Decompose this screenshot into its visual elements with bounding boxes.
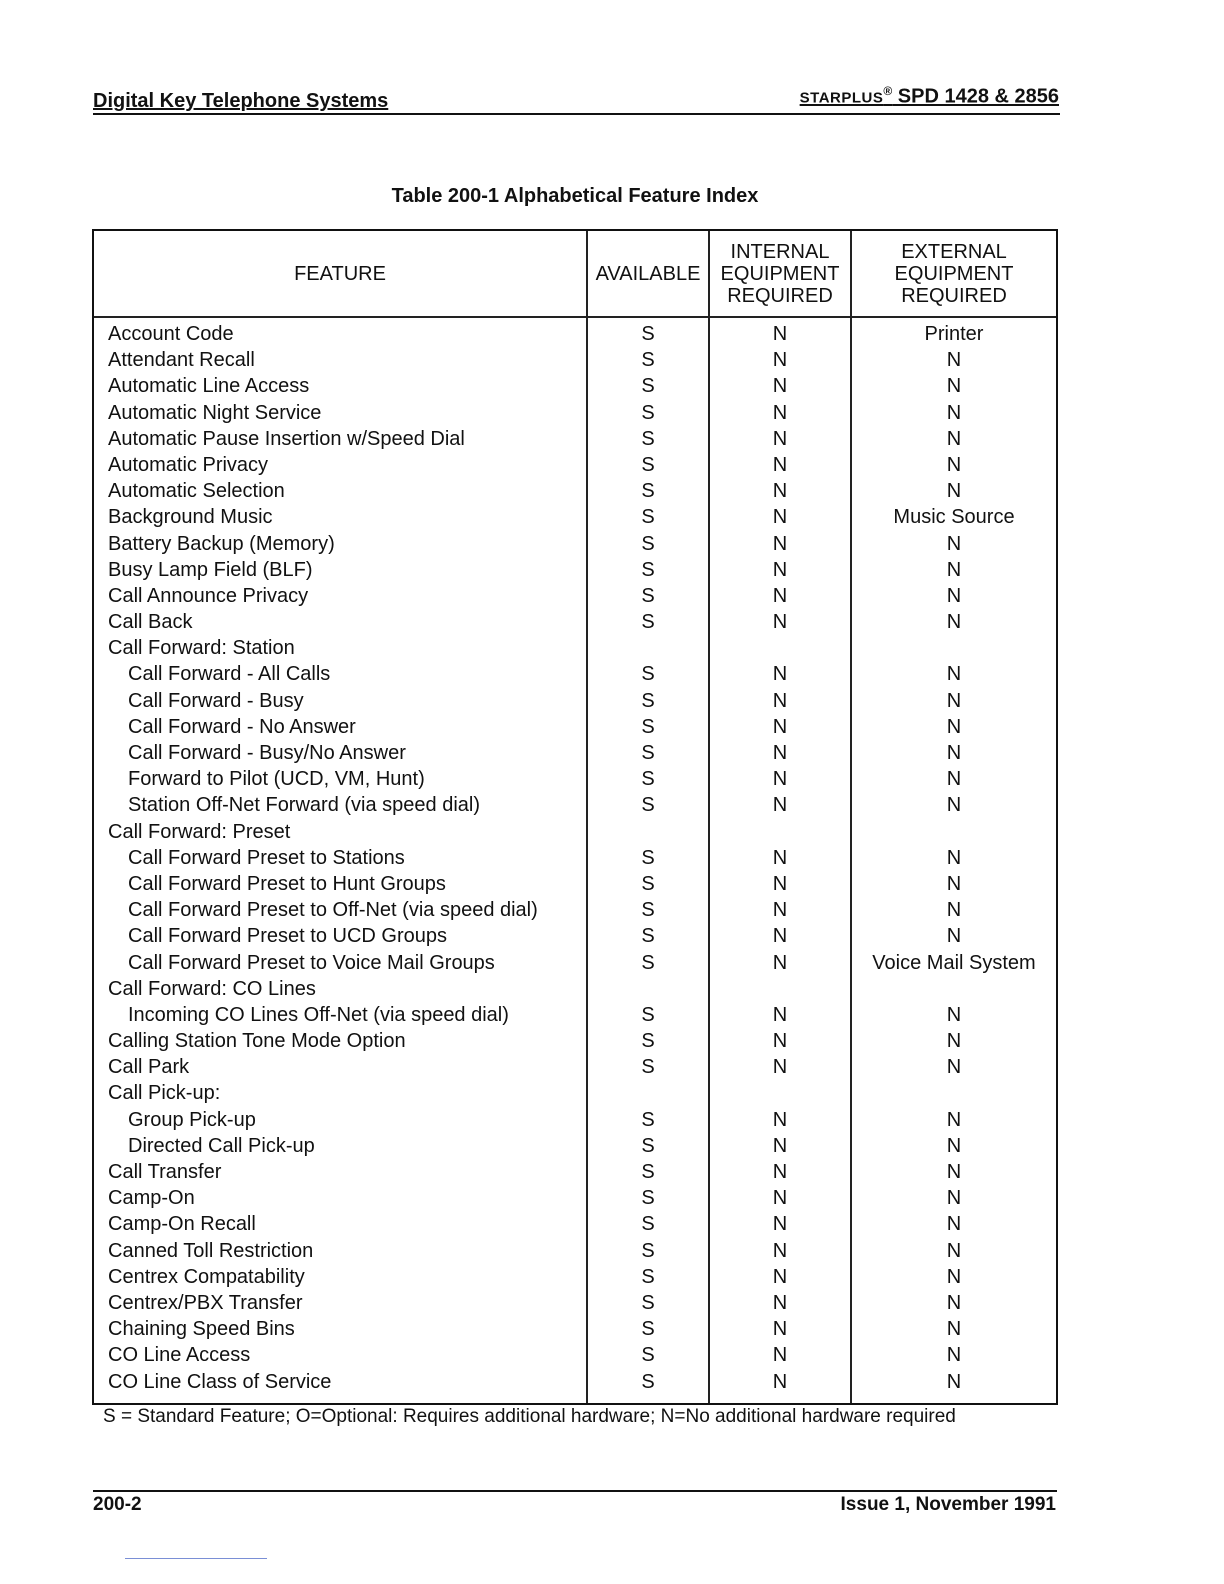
available-cell: S <box>641 532 655 555</box>
feature-cell: Busy Lamp Field (BLF) <box>108 558 313 581</box>
feature-cell: Call Forward - Busy/No Answer <box>128 742 406 764</box>
available-cell: S <box>641 1056 655 1079</box>
table-row <box>94 1211 1056 1237</box>
internal-equipment-cell: N <box>772 375 788 398</box>
internal-equipment-cell: N <box>772 1265 788 1288</box>
internal-equipment-cell: N <box>772 951 788 974</box>
external-equipment-cell: N <box>946 480 962 503</box>
table-row <box>94 688 1056 714</box>
table-row <box>94 531 1056 557</box>
feature-cell: Call Forward - No Answer <box>128 715 356 738</box>
header-product <box>800 84 1059 109</box>
internal-equipment-cell: N <box>772 872 788 895</box>
feature-cell: Call Transfer <box>108 1161 222 1183</box>
available-cell: S <box>641 453 655 476</box>
internal-equipment-cell: N <box>772 689 788 712</box>
feature-cell: Incoming CO Lines Off-Net (via speed dial) <box>128 1003 509 1026</box>
external-equipment-cell: N <box>946 349 962 372</box>
external-equipment-cell: N <box>946 584 962 607</box>
available-cell: S <box>641 1265 655 1288</box>
table-row <box>94 426 1056 452</box>
available-cell: S <box>641 401 655 424</box>
table-body <box>94 321 1056 1395</box>
column-header-available: AVAILABLE <box>595 262 701 285</box>
internal-equipment-cell: N <box>772 1056 788 1079</box>
external-equipment-cell: Music Source <box>893 506 1015 529</box>
page-number: 200-2 <box>93 1494 142 1515</box>
available-cell: S <box>641 1030 655 1053</box>
available-cell: S <box>641 323 655 345</box>
internal-equipment-cell: N <box>772 1003 788 1026</box>
external-equipment-cell: N <box>946 1108 962 1131</box>
external-equipment-cell: Voice Mail System <box>872 951 1036 974</box>
feature-cell: Call Park <box>108 1056 190 1079</box>
available-cell: S <box>641 506 655 529</box>
table-row <box>94 1080 1056 1106</box>
external-equipment-cell: N <box>946 427 962 450</box>
available-cell: S <box>641 1213 655 1236</box>
header-title: Digital Key Telephone Systems <box>93 90 389 112</box>
table-row <box>94 609 1056 635</box>
external-equipment-cell: N <box>946 794 962 817</box>
available-cell: S <box>641 611 655 634</box>
table-row <box>94 819 1056 845</box>
external-equipment-cell: N <box>946 611 962 634</box>
external-equipment-cell: N <box>946 1134 962 1157</box>
internal-equipment-cell: N <box>772 846 788 869</box>
external-equipment-cell: N <box>946 1318 962 1341</box>
header-divider <box>94 316 1056 318</box>
table-row <box>94 871 1056 897</box>
table-row <box>94 583 1056 609</box>
available-cell: S <box>641 349 655 372</box>
feature-cell: Automatic Privacy <box>108 453 269 476</box>
table-row <box>94 661 1056 687</box>
internal-equipment-cell: N <box>772 1291 788 1314</box>
feature-cell: Calling Station Tone Mode Option <box>108 1030 406 1053</box>
table-row <box>94 1185 1056 1211</box>
available-cell: S <box>641 663 655 686</box>
table-row <box>94 740 1056 766</box>
external-equipment-cell: N <box>946 401 962 424</box>
external-equipment-cell: N <box>946 925 962 948</box>
external-equipment-cell: N <box>946 1344 962 1367</box>
external-equipment-cell: N <box>946 1213 962 1236</box>
internal-equipment-cell: N <box>772 1108 788 1131</box>
internal-equipment-cell: N <box>772 1239 788 1262</box>
bottom-line <box>125 1558 267 1559</box>
available-cell: S <box>641 558 655 581</box>
external-equipment-cell: Printer <box>924 323 984 345</box>
external-equipment-cell: N <box>946 1291 962 1314</box>
external-equipment-cell: N <box>946 1370 962 1393</box>
external-equipment-cell: N <box>946 532 962 555</box>
feature-cell: Automatic Line Access <box>108 375 310 398</box>
table-row <box>94 1028 1056 1054</box>
available-cell: S <box>641 846 655 869</box>
feature-cell: Call Forward: CO Lines <box>108 977 316 1000</box>
table-row <box>94 1238 1056 1264</box>
feature-cell: Attendant Recall <box>108 349 255 372</box>
table-row <box>94 321 1056 347</box>
feature-cell: Call Forward Preset to Stations <box>128 846 405 869</box>
available-cell: S <box>641 794 655 817</box>
feature-cell: Automatic Selection <box>108 480 285 503</box>
internal-equipment-cell: N <box>772 453 788 476</box>
feature-cell: Account Code <box>108 323 234 345</box>
external-equipment-cell: N <box>946 899 962 922</box>
internal-equipment-cell: N <box>772 427 788 450</box>
internal-equipment-cell: N <box>772 1344 788 1367</box>
table-row <box>94 1107 1056 1133</box>
feature-cell: Call Forward - Busy <box>128 689 304 712</box>
internal-equipment-cell: N <box>772 1213 788 1236</box>
table-row <box>94 1290 1056 1316</box>
external-equipment-cell: N <box>946 1161 962 1183</box>
feature-cell: Station Off-Net Forward (via speed dial) <box>128 794 481 817</box>
feature-cell: Call Forward Preset to UCD Groups <box>128 925 447 948</box>
available-cell: S <box>641 925 655 948</box>
available-cell: S <box>641 768 655 791</box>
available-cell: S <box>641 427 655 450</box>
internal-equipment-cell: N <box>772 506 788 529</box>
table-row <box>94 1159 1056 1185</box>
feature-cell: Camp-On Recall <box>108 1213 256 1236</box>
available-cell: S <box>641 899 655 922</box>
internal-equipment-cell: N <box>772 323 788 345</box>
available-cell: S <box>641 584 655 607</box>
column-header-external: EXTERNAL EQUIPMENT REQUIRED <box>894 240 1014 307</box>
internal-equipment-cell: N <box>772 1318 788 1341</box>
table-row <box>94 452 1056 478</box>
external-equipment-cell: N <box>946 375 962 398</box>
internal-equipment-cell: N <box>772 1030 788 1053</box>
feature-cell: Camp-On <box>108 1187 195 1210</box>
available-cell: S <box>641 1291 655 1314</box>
available-cell: S <box>641 742 655 764</box>
internal-equipment-cell: N <box>772 532 788 555</box>
available-cell: S <box>641 480 655 503</box>
external-equipment-cell: N <box>946 1056 962 1079</box>
feature-cell: Battery Backup (Memory) <box>108 532 335 555</box>
internal-equipment-cell: N <box>772 925 788 948</box>
feature-cell: Call Forward Preset to Voice Mail Groups <box>128 951 495 974</box>
feature-cell: Call Forward Preset to Hunt Groups <box>128 872 446 895</box>
available-cell: S <box>641 1344 655 1367</box>
external-equipment-cell: N <box>946 1265 962 1288</box>
table-row <box>94 1133 1056 1159</box>
external-equipment-cell: N <box>946 1003 962 1026</box>
available-cell: S <box>641 1318 655 1341</box>
header-rule <box>93 113 1060 115</box>
table-row <box>94 923 1056 949</box>
feature-cell: Canned Toll Restriction <box>108 1239 314 1262</box>
internal-equipment-cell: N <box>772 794 788 817</box>
table-row <box>94 1054 1056 1080</box>
table-row <box>94 557 1056 583</box>
internal-equipment-cell: N <box>772 768 788 791</box>
feature-cell: Background Music <box>108 506 273 529</box>
feature-cell: CO Line Class of Service <box>108 1370 332 1393</box>
table-row <box>94 1369 1056 1395</box>
external-equipment-cell: N <box>946 689 962 712</box>
available-cell: S <box>641 1161 655 1183</box>
table-row <box>94 766 1056 792</box>
feature-cell: Group Pick-up <box>128 1108 256 1131</box>
column-header-feature: FEATURE <box>294 262 386 285</box>
available-cell: S <box>641 1003 655 1026</box>
table-row <box>94 792 1056 818</box>
available-cell: S <box>641 1134 655 1157</box>
internal-equipment-cell: N <box>772 715 788 738</box>
external-equipment-cell: N <box>946 1187 962 1210</box>
feature-cell: Chaining Speed Bins <box>108 1318 295 1341</box>
internal-equipment-cell: N <box>772 899 788 922</box>
feature-cell: Automatic Pause Insertion w/Speed Dial <box>108 427 465 450</box>
issue-date: Issue 1, November 1991 <box>840 1494 1056 1515</box>
table-title: Table 200-1 Alphabetical Feature Index <box>391 185 759 207</box>
table-row <box>94 1342 1056 1368</box>
table-row <box>94 1264 1056 1290</box>
feature-cell: Centrex Compatability <box>108 1265 305 1288</box>
table-row <box>94 635 1056 661</box>
registered-mark: ® <box>883 84 893 98</box>
feature-cell: Forward to Pilot (UCD, VM, Hunt) <box>128 768 425 791</box>
available-cell: S <box>641 951 655 974</box>
external-equipment-cell: N <box>946 1239 962 1262</box>
available-cell: S <box>641 1187 655 1210</box>
feature-cell: Call Announce Privacy <box>108 584 309 607</box>
feature-cell: Directed Call Pick-up <box>128 1134 315 1157</box>
internal-equipment-cell: N <box>772 349 788 372</box>
feature-cell: Call Forward - All Calls <box>128 663 331 686</box>
available-cell: S <box>641 715 655 738</box>
external-equipment-cell: N <box>946 768 962 791</box>
external-equipment-cell: N <box>946 872 962 895</box>
internal-equipment-cell: N <box>772 663 788 686</box>
external-equipment-cell: N <box>946 846 962 869</box>
table-row <box>94 347 1056 373</box>
header-model: SPD 1428 & 2856 <box>892 85 1059 108</box>
external-equipment-cell: N <box>946 1030 962 1053</box>
feature-cell: Centrex/PBX Transfer <box>108 1291 303 1314</box>
feature-cell: Call Forward: Station <box>108 637 295 660</box>
feature-cell: Automatic Night Service <box>108 401 322 424</box>
available-cell: S <box>641 689 655 712</box>
external-equipment-cell: N <box>946 663 962 686</box>
footer-rule <box>93 1490 1057 1492</box>
feature-cell: Call Pick-up: <box>108 1082 221 1105</box>
table-row <box>94 950 1056 976</box>
external-equipment-cell: N <box>946 715 962 738</box>
feature-index-table <box>92 229 1058 1405</box>
table-row <box>94 845 1056 871</box>
table-row <box>94 400 1056 426</box>
internal-equipment-cell: N <box>772 401 788 424</box>
table-row <box>94 373 1056 399</box>
feature-cell: Call Forward: Preset <box>108 820 291 843</box>
internal-equipment-cell: N <box>772 584 788 607</box>
available-cell: S <box>641 1370 655 1393</box>
table-row <box>94 976 1056 1002</box>
table-row <box>94 478 1056 504</box>
feature-cell: Call Forward Preset to Off-Net (via speed dial) <box>128 899 538 922</box>
internal-equipment-cell: N <box>772 1161 788 1183</box>
table-row <box>94 1316 1056 1342</box>
feature-cell: Call Back <box>108 611 193 634</box>
external-equipment-cell: N <box>946 558 962 581</box>
header-brand: STARPLUS <box>799 89 884 107</box>
internal-equipment-cell: N <box>772 1187 788 1210</box>
internal-equipment-cell: N <box>772 1370 788 1393</box>
available-cell: S <box>641 1108 655 1131</box>
internal-equipment-cell: N <box>772 611 788 634</box>
table-legend: S = Standard Feature; O=Optional: Requires additional hardware; N=No additional hardware required <box>103 1406 956 1427</box>
table-row <box>94 1002 1056 1028</box>
table-row <box>94 897 1056 923</box>
column-header-internal: INTERNAL EQUIPMENT REQUIRED <box>720 240 840 307</box>
table-row <box>94 714 1056 740</box>
table-row <box>94 504 1056 530</box>
internal-equipment-cell: N <box>772 558 788 581</box>
available-cell: S <box>641 872 655 895</box>
external-equipment-cell: N <box>946 742 962 764</box>
external-equipment-cell: N <box>946 453 962 476</box>
available-cell: S <box>641 1239 655 1262</box>
internal-equipment-cell: N <box>772 1134 788 1157</box>
available-cell: S <box>641 375 655 398</box>
feature-cell: CO Line Access <box>108 1344 251 1367</box>
internal-equipment-cell: N <box>772 480 788 503</box>
internal-equipment-cell: N <box>772 742 788 764</box>
